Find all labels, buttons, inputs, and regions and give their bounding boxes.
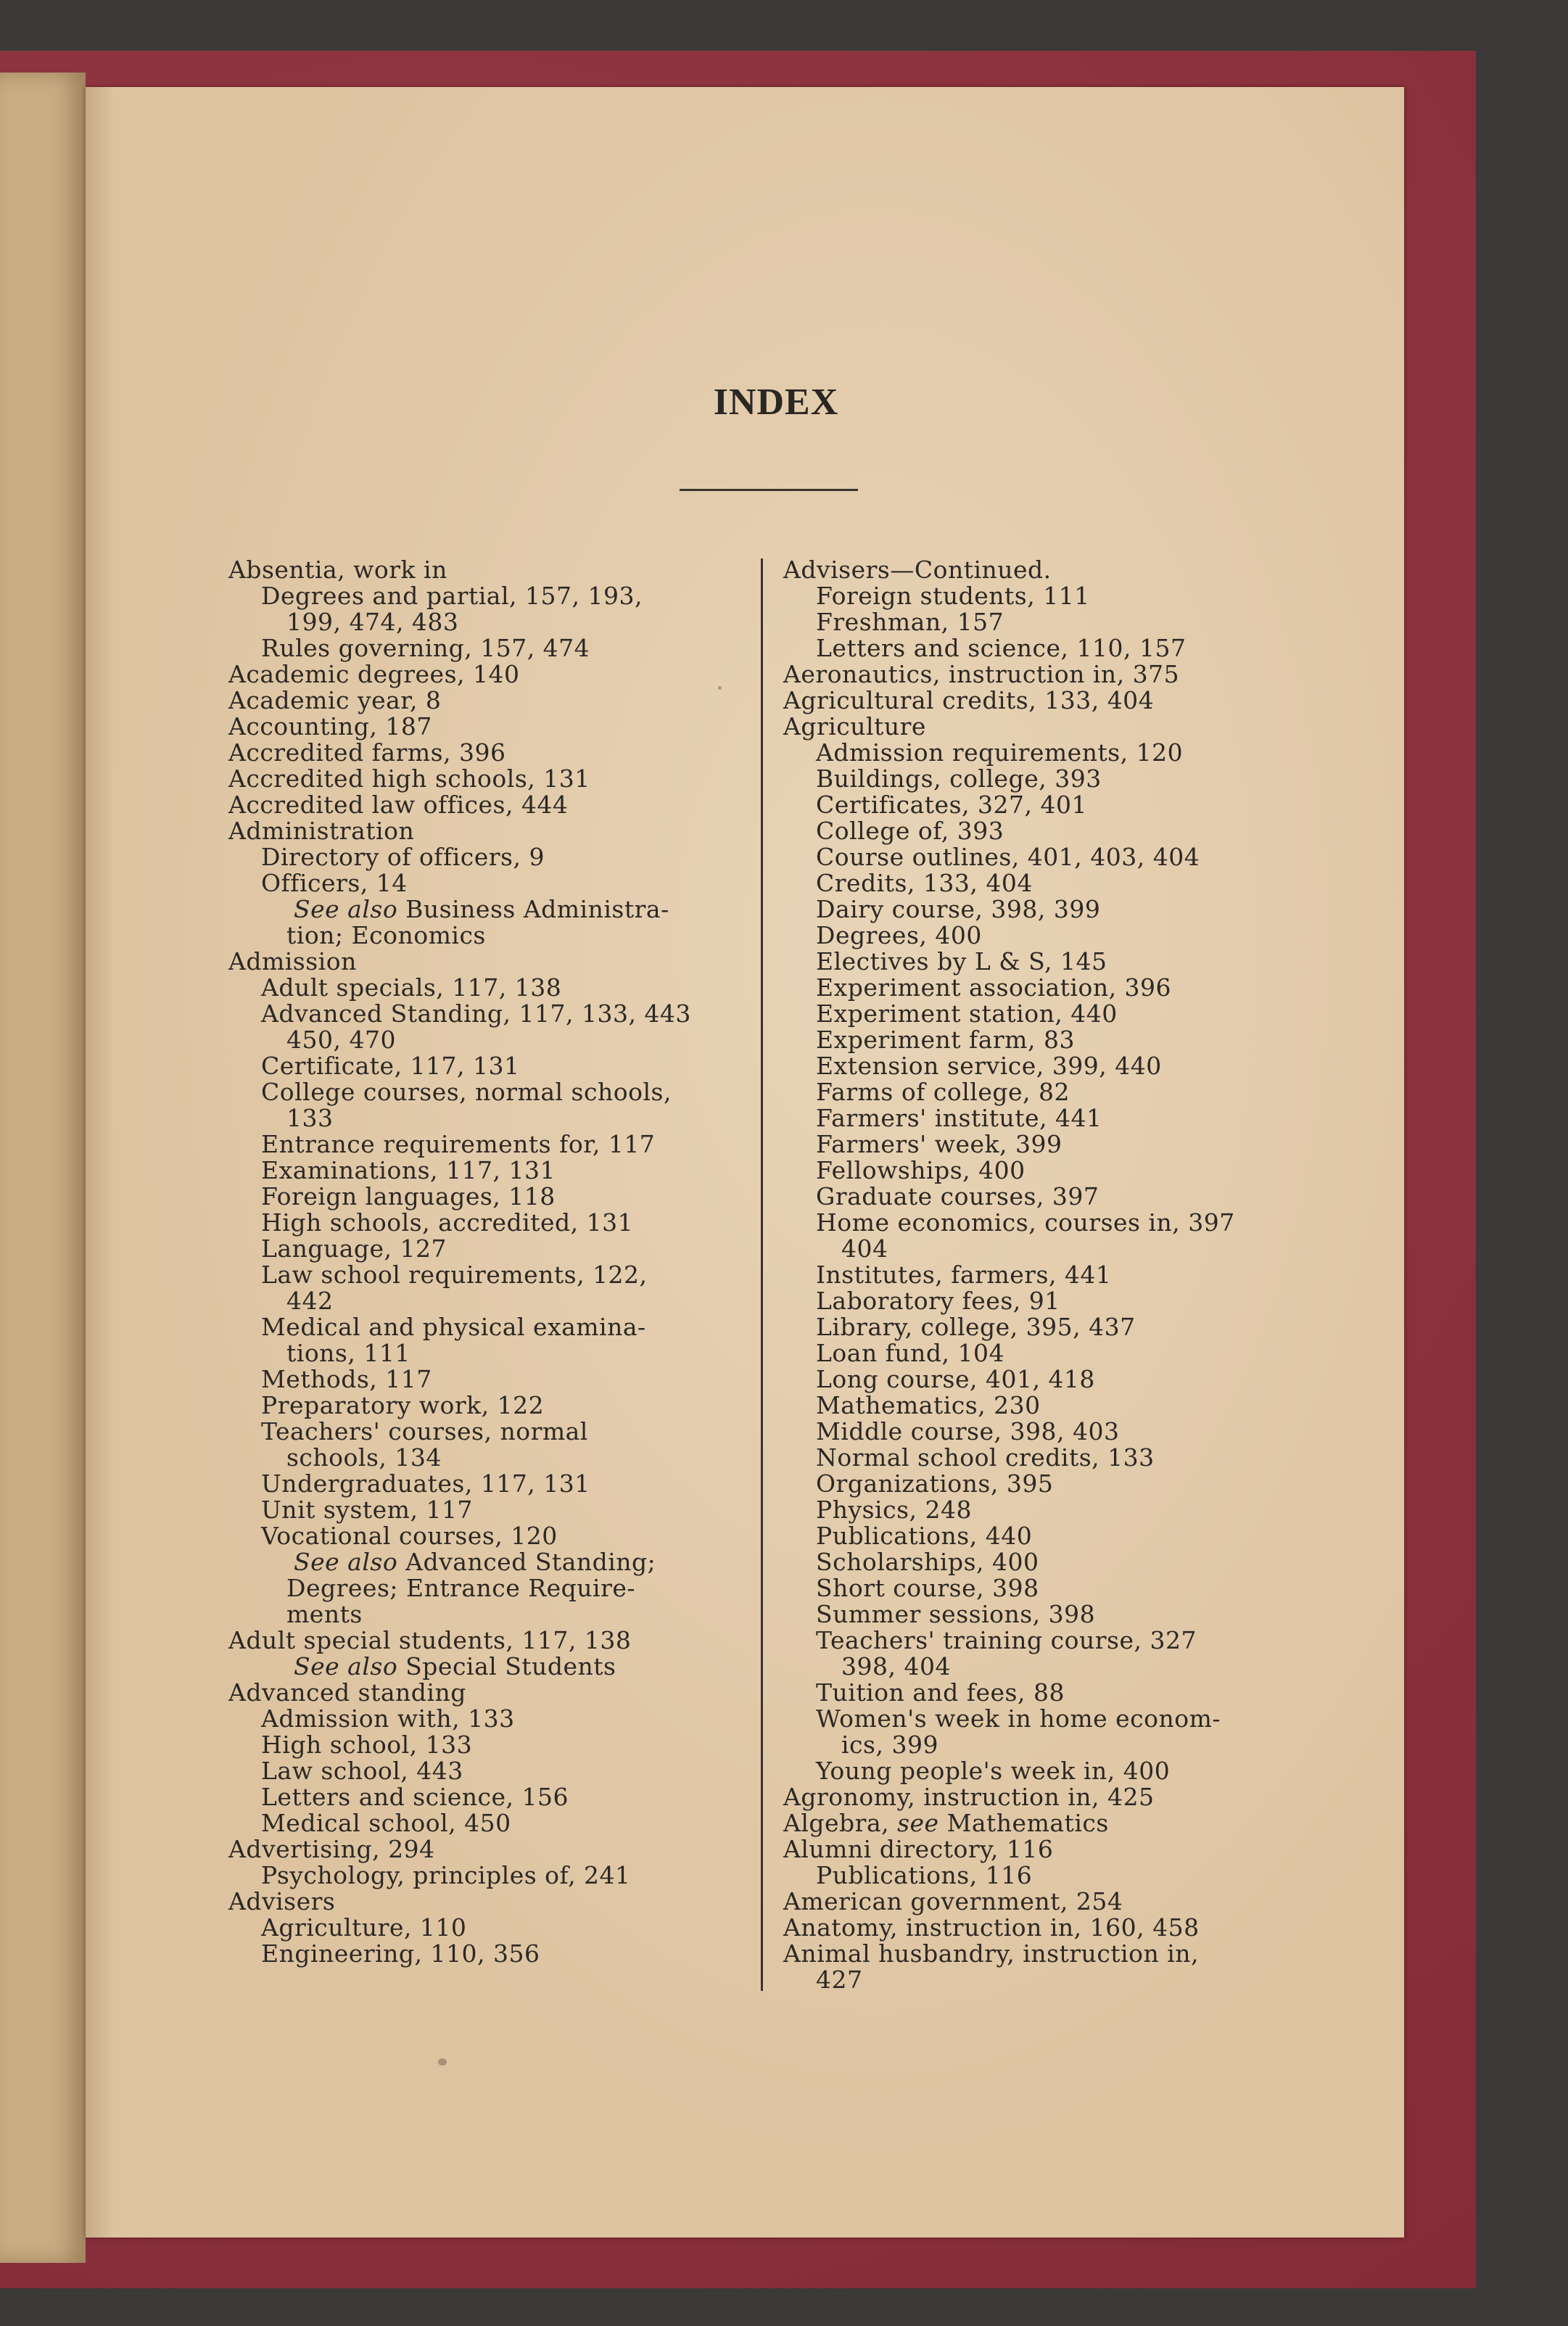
entry-text: Credits, 133, 404 — [816, 869, 1033, 897]
index-entry — [228, 1575, 769, 1601]
index-entry — [228, 1445, 769, 1471]
index-entry — [228, 949, 769, 975]
index-entry — [228, 1001, 769, 1027]
index-entry — [783, 1549, 1324, 1575]
entry-text: ments — [286, 1600, 363, 1628]
entry-text: Entrance requirements for, 117 — [261, 1130, 656, 1158]
entry-text: Graduate courses, 397 — [816, 1182, 1099, 1211]
index-entry — [783, 1758, 1324, 1784]
entry-text: 450, 470 — [286, 1026, 396, 1054]
index-entry — [228, 818, 769, 844]
entry-text: Admission with, 133 — [261, 1704, 515, 1733]
entry-text: Psychology, principles of, 241 — [261, 1861, 631, 1889]
index-entry — [783, 635, 1324, 661]
index-entry — [783, 1523, 1324, 1549]
entry-text: American government, 254 — [783, 1887, 1123, 1915]
entry-text: College of, 393 — [816, 817, 1004, 845]
entry-text: Engineering, 110, 356 — [261, 1939, 540, 1968]
entry-text: tion; Economics — [286, 921, 486, 949]
index-entry — [783, 766, 1324, 792]
index-entry — [228, 1810, 769, 1836]
entry-text: Scholarships, 400 — [816, 1548, 1039, 1576]
index-entry — [783, 1131, 1324, 1158]
entry-text: Women's week in home econom- — [816, 1704, 1221, 1733]
entry-text: Teachers' courses, normal — [261, 1417, 588, 1445]
index-entry — [783, 1575, 1324, 1601]
entry-text: Institutes, farmers, 441 — [816, 1261, 1112, 1289]
index-entry — [783, 1654, 1324, 1680]
entry-text: Admission — [228, 947, 357, 976]
index-entry — [228, 1523, 769, 1549]
index-entry — [228, 1471, 769, 1497]
index-entry — [783, 1967, 1324, 1993]
index-column-right — [783, 557, 1324, 1993]
entry-text: Experiment farm, 83 — [816, 1026, 1075, 1054]
index-entry — [228, 1210, 769, 1236]
entry-text: Mathematics, 230 — [816, 1391, 1041, 1419]
index-entry — [228, 635, 769, 661]
entry-text: Middle course, 398, 403 — [816, 1417, 1120, 1445]
entry-text: Language, 127 — [261, 1234, 447, 1263]
entry-text: Normal school credits, 133 — [816, 1443, 1155, 1472]
index-entry — [228, 1497, 769, 1523]
entry-text: Degrees and partial, 157, 193, — [261, 582, 643, 610]
entry-text: Adult special students, 117, 138 — [228, 1626, 632, 1654]
entry-text: Home economics, courses in, 397 — [816, 1208, 1235, 1237]
index-entry — [783, 792, 1324, 818]
index-entry — [228, 1784, 769, 1810]
entry-text: High school, 133 — [261, 1731, 473, 1759]
entry-text: Medical school, 450 — [261, 1809, 511, 1837]
index-entry — [783, 1236, 1324, 1262]
index-entry — [228, 1419, 769, 1445]
entry-text: Accredited law offices, 444 — [228, 791, 569, 819]
index-entry — [783, 1027, 1324, 1053]
entry-text: Advisers—Continued. — [783, 556, 1052, 584]
index-entry — [228, 740, 769, 766]
index-entry — [783, 1706, 1324, 1732]
entry-text: Laboratory fees, 91 — [816, 1287, 1060, 1315]
index-entry — [783, 1810, 1324, 1836]
page-title: INDEX — [713, 382, 839, 423]
index-entry — [228, 1184, 769, 1210]
index-entry — [783, 714, 1324, 740]
index-entry — [783, 609, 1324, 635]
entry-text: Alumni directory, 116 — [783, 1835, 1054, 1863]
entry-text: Foreign languages, 118 — [261, 1182, 556, 1211]
index-entry — [783, 1601, 1324, 1628]
entry-text: Foreign students, 111 — [816, 582, 1090, 610]
index-entry — [228, 1393, 769, 1419]
index-entry — [783, 975, 1324, 1001]
index-entry — [783, 583, 1324, 609]
entry-text: Letters and science, 110, 157 — [816, 634, 1187, 662]
index-entry — [783, 1158, 1324, 1184]
entry-text: Short course, 398 — [816, 1574, 1039, 1602]
entry-text: Buildings, college, 393 — [816, 764, 1102, 793]
index-entry — [783, 740, 1324, 766]
index-entry — [228, 1131, 769, 1158]
entry-text: Fellowships, 400 — [816, 1156, 1026, 1184]
entry-text: Agricultural credits, 133, 404 — [783, 686, 1155, 714]
index-entry — [783, 1628, 1324, 1654]
entry-text: Agriculture, 110 — [261, 1913, 467, 1942]
entry-text: Mathematics — [938, 1809, 1109, 1837]
index-entry — [783, 1053, 1324, 1079]
index-entry — [783, 1288, 1324, 1314]
entry-text: Certificate, 117, 131 — [261, 1052, 520, 1080]
entry-text: Electives by L & S, 145 — [816, 947, 1107, 976]
entry-text: Law school requirements, 122, — [261, 1261, 648, 1289]
entry-text: Vocational courses, 120 — [261, 1522, 558, 1550]
entry-text: Preparatory work, 122 — [261, 1391, 545, 1419]
index-entry — [228, 1288, 769, 1314]
index-entry — [228, 1654, 769, 1680]
entry-text: Course outlines, 401, 403, 404 — [816, 843, 1200, 871]
index-entry — [228, 1314, 769, 1340]
entry-text: Experiment association, 396 — [816, 973, 1172, 1002]
index-entry — [228, 975, 769, 1001]
index-entry — [228, 896, 769, 923]
index-entry — [783, 870, 1324, 896]
see-also-reference: See also — [294, 895, 398, 923]
index-entry — [228, 1758, 769, 1784]
index-entry — [228, 1732, 769, 1758]
index-entry — [228, 1053, 769, 1079]
entry-text: Medical and physical examina- — [261, 1313, 646, 1341]
entry-text: ics, 399 — [841, 1731, 938, 1759]
index-entry — [228, 923, 769, 949]
index-entry — [783, 1210, 1324, 1236]
entry-text: Absentia, work in — [228, 556, 447, 584]
entry-text: 404 — [841, 1234, 888, 1263]
index-entry — [783, 1262, 1324, 1288]
paper-spot — [438, 2058, 447, 2066]
index-entry — [783, 1445, 1324, 1471]
entry-text: Young people's week in, 400 — [816, 1757, 1171, 1785]
index-entry — [783, 1105, 1324, 1131]
index-entry — [783, 1915, 1324, 1941]
entry-text: Undergraduates, 117, 131 — [261, 1469, 590, 1498]
index-entry — [783, 949, 1324, 975]
index-entry — [228, 1105, 769, 1131]
index-entry — [783, 1419, 1324, 1445]
index-entry — [783, 688, 1324, 714]
entry-text: Dairy course, 398, 399 — [816, 895, 1101, 923]
entry-text: Rules governing, 157, 474 — [261, 634, 590, 662]
index-entry — [783, 1941, 1324, 1967]
entry-text: Unit system, 117 — [261, 1496, 473, 1524]
index-entry — [783, 1366, 1324, 1393]
index-entry — [783, 923, 1324, 949]
entry-text: 442 — [286, 1287, 334, 1315]
index-entry — [228, 1628, 769, 1654]
entry-text: Teachers' training course, 327 — [816, 1626, 1197, 1654]
index-entry — [228, 1680, 769, 1706]
index-entry — [783, 1471, 1324, 1497]
index-entry — [228, 609, 769, 635]
index-entry — [228, 1889, 769, 1915]
entry-text: High schools, accredited, 131 — [261, 1208, 634, 1237]
index-entry — [783, 1393, 1324, 1419]
index-column-left — [228, 557, 769, 1967]
index-entry — [783, 1680, 1324, 1706]
index-entry — [228, 688, 769, 714]
entry-text: Organizations, 395 — [816, 1469, 1054, 1498]
entry-text: 199, 474, 483 — [286, 608, 459, 636]
see-also-reference: See also — [294, 1548, 398, 1576]
entry-text: Academic year, 8 — [228, 686, 442, 714]
index-entry — [228, 583, 769, 609]
index-entry — [783, 896, 1324, 923]
entry-text: Tuition and fees, 88 — [816, 1678, 1065, 1707]
index-entry — [783, 1836, 1324, 1863]
index-entry — [228, 1941, 769, 1967]
index-entry — [783, 1079, 1324, 1105]
entry-text: Publications, 116 — [816, 1861, 1033, 1889]
entry-text: College courses, normal schools, — [261, 1078, 672, 1106]
index-entry — [228, 1262, 769, 1288]
entry-text: 427 — [816, 1966, 863, 1994]
entry-text: Farms of college, 82 — [816, 1078, 1070, 1106]
entry-text: Farmers' week, 399 — [816, 1130, 1062, 1158]
entry-text: Summer sessions, 398 — [816, 1600, 1096, 1628]
entry-text: Advisers — [228, 1887, 336, 1915]
index-entry — [783, 1340, 1324, 1366]
index-entry — [783, 1889, 1324, 1915]
entry-text: Advanced Standing, 117, 133, 443 — [261, 999, 691, 1028]
entry-text: 133 — [286, 1104, 334, 1132]
entry-text: Physics, 248 — [816, 1496, 972, 1524]
entry-text: Adult specials, 117, 138 — [261, 973, 562, 1002]
entry-text: Admission requirements, 120 — [816, 738, 1184, 767]
index-entry — [228, 557, 769, 583]
index-entry — [228, 792, 769, 818]
index-entry — [783, 1732, 1324, 1758]
index-entry — [783, 818, 1324, 844]
entry-text: Library, college, 395, 437 — [816, 1313, 1136, 1341]
index-entry — [783, 844, 1324, 870]
entry-text: Law school, 443 — [261, 1757, 463, 1785]
entry-text: Accredited farms, 396 — [228, 738, 506, 767]
entry-text: Aeronautics, instruction in, 375 — [783, 660, 1180, 688]
entry-text: Special Students — [397, 1652, 616, 1680]
index-entry — [228, 1027, 769, 1053]
index-entry — [228, 714, 769, 740]
index-entry — [783, 1784, 1324, 1810]
entry-text: Loan fund, 104 — [816, 1339, 1005, 1367]
entry-text: Advanced Standing; — [397, 1548, 656, 1576]
entry-text: tions, 111 — [286, 1339, 410, 1367]
index-entry — [228, 1915, 769, 1941]
see-also-reference: see — [897, 1809, 939, 1837]
title-rule — [680, 489, 858, 491]
index-entry — [783, 1314, 1324, 1340]
entry-text: Farmers' institute, 441 — [816, 1104, 1102, 1132]
entry-text: Degrees, 400 — [816, 921, 982, 949]
paper-spot — [718, 686, 722, 690]
entry-text: Administration — [228, 817, 415, 845]
index-entry — [228, 1079, 769, 1105]
index-entry — [228, 1549, 769, 1575]
index-entry — [783, 557, 1324, 583]
index-entry — [228, 844, 769, 870]
entry-text: Accounting, 187 — [228, 712, 432, 741]
index-entry — [783, 1001, 1324, 1027]
entry-text: Extension service, 399, 440 — [816, 1052, 1162, 1080]
entry-text: Advanced standing — [228, 1678, 466, 1707]
index-entry — [228, 1340, 769, 1366]
entry-term: Algebra, — [783, 1809, 898, 1837]
column-divider — [761, 558, 763, 1991]
entry-text: Agriculture — [783, 712, 926, 741]
entry-text: Examinations, 117, 131 — [261, 1156, 556, 1184]
index-entry — [783, 661, 1324, 688]
entry-text: Directory of officers, 9 — [261, 843, 545, 871]
entry-text: 398, 404 — [841, 1652, 951, 1680]
entry-text: Freshman, 157 — [816, 608, 1004, 636]
entry-text: Business Administra- — [397, 895, 669, 923]
entry-text: Anatomy, instruction in, 160, 458 — [783, 1913, 1200, 1942]
entry-text: Long course, 401, 418 — [816, 1365, 1095, 1393]
facing-page-edge — [0, 73, 86, 2263]
entry-text: Accredited high schools, 131 — [228, 764, 590, 793]
index-entry — [783, 1497, 1324, 1523]
index-entry — [228, 1158, 769, 1184]
entry-text: Agronomy, instruction in, 425 — [783, 1783, 1155, 1811]
index-entry — [228, 1236, 769, 1262]
entry-text: Publications, 440 — [816, 1522, 1033, 1550]
entry-text: Certificates, 327, 401 — [816, 791, 1087, 819]
index-entry — [228, 1863, 769, 1889]
entry-text: Officers, 14 — [261, 869, 408, 897]
index-entry — [228, 1366, 769, 1393]
entry-text: schools, 134 — [286, 1443, 442, 1472]
entry-text: Methods, 117 — [261, 1365, 432, 1393]
entry-text: Degrees; Entrance Require- — [286, 1574, 636, 1602]
index-entry — [228, 1706, 769, 1732]
index-entry — [228, 766, 769, 792]
entry-text: Experiment station, 440 — [816, 999, 1118, 1028]
index-entry — [228, 1601, 769, 1628]
entry-text: Animal husbandry, instruction in, — [783, 1939, 1200, 1968]
index-entry — [783, 1863, 1324, 1889]
see-also-reference: See also — [294, 1652, 398, 1680]
index-entry — [228, 661, 769, 688]
index-entry — [228, 1836, 769, 1863]
entry-text: Letters and science, 156 — [261, 1783, 569, 1811]
index-entry — [783, 1184, 1324, 1210]
entry-text: Advertising, 294 — [228, 1835, 435, 1863]
entry-text: Academic degrees, 140 — [228, 660, 520, 688]
index-entry — [228, 870, 769, 896]
